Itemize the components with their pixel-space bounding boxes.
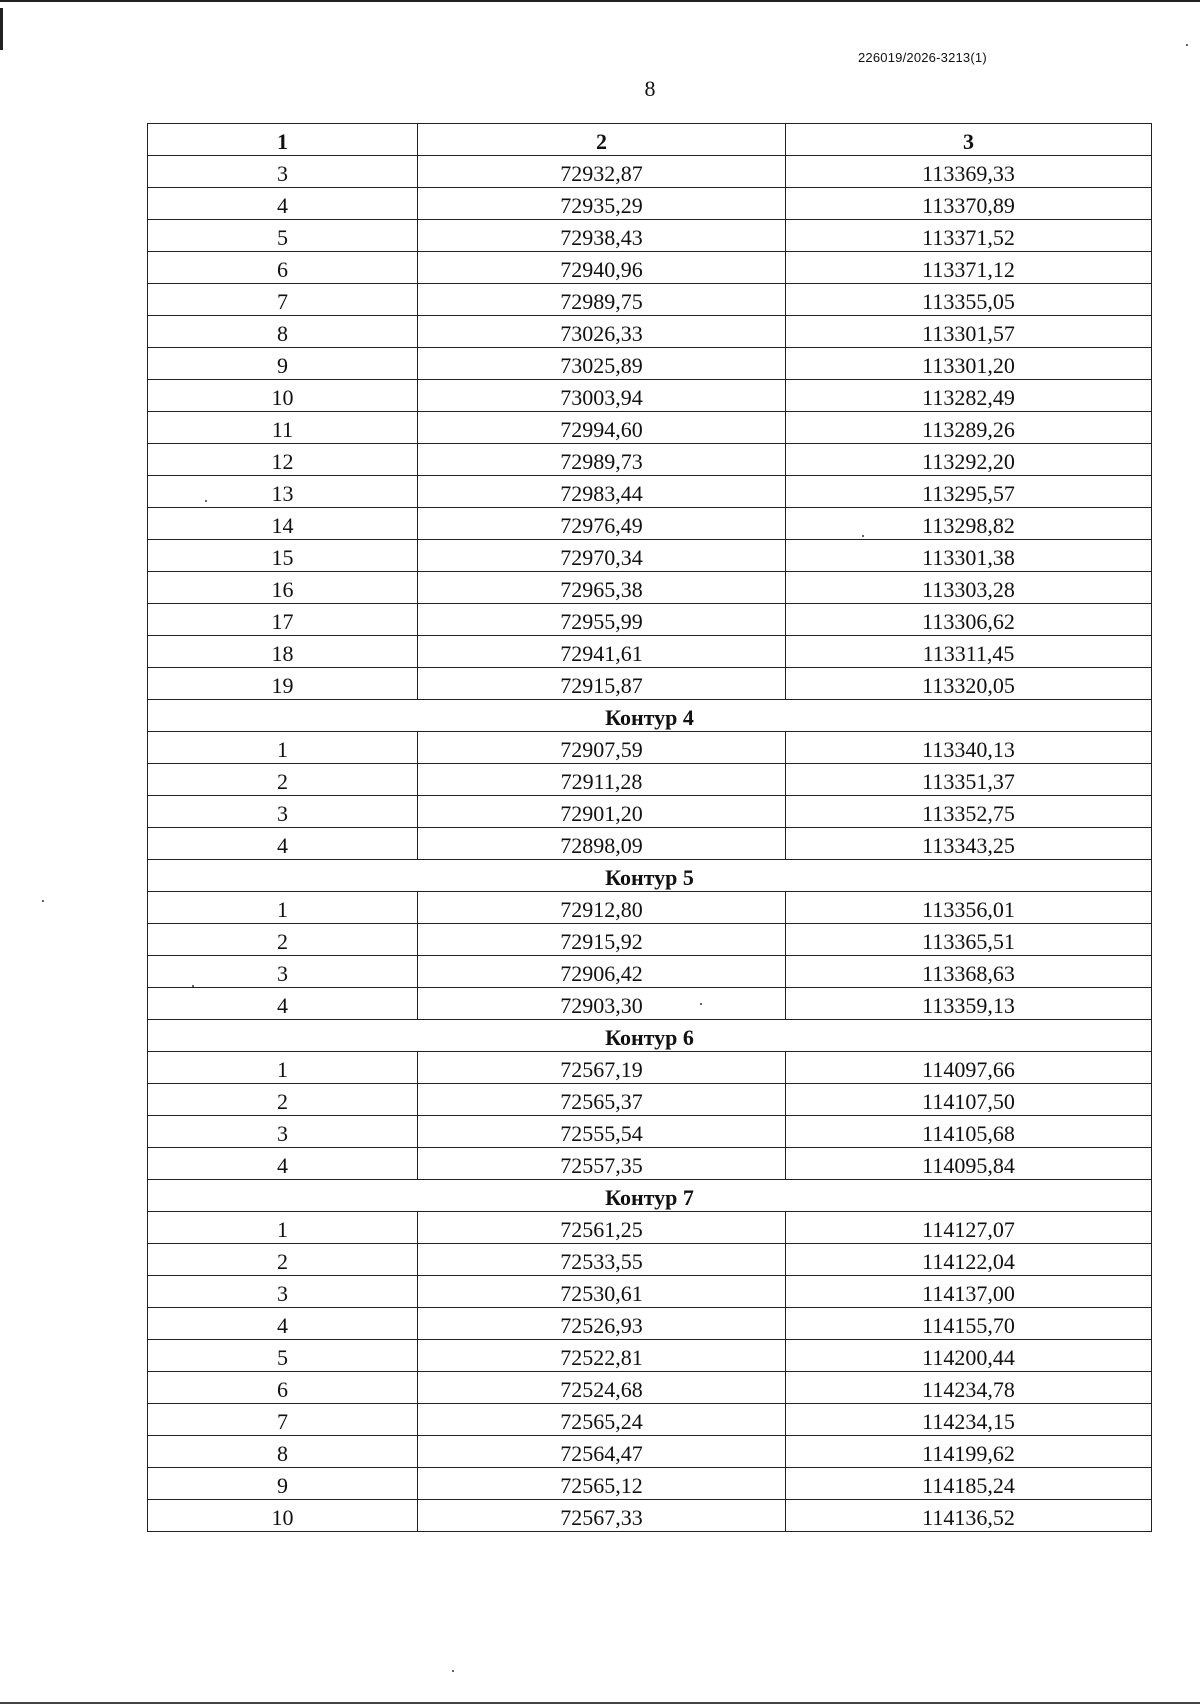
scan-speck — [42, 900, 44, 902]
coordinate-y-cell: 113295,57 — [786, 476, 1152, 508]
coordinate-x-cell: 72901,20 — [418, 796, 786, 828]
coordinate-y-cell: 114097,66 — [786, 1052, 1152, 1084]
coordinate-y-cell: 113303,28 — [786, 572, 1152, 604]
header-cell-2: 2 — [418, 124, 786, 156]
coordinate-y-cell: 113359,13 — [786, 988, 1152, 1020]
coordinate-y-cell: 114234,78 — [786, 1372, 1152, 1404]
point-number-cell: 1 — [148, 1212, 418, 1244]
coordinate-x-cell: 72533,55 — [418, 1244, 786, 1276]
coordinate-y-cell: 114200,44 — [786, 1340, 1152, 1372]
coordinate-x-cell: 72557,35 — [418, 1148, 786, 1180]
point-number-cell: 1 — [148, 732, 418, 764]
table-row — [148, 988, 1152, 1020]
point-number-cell: 1 — [148, 1052, 418, 1084]
coordinate-y-cell: 113340,13 — [786, 732, 1152, 764]
contour-heading-row — [148, 1020, 1152, 1052]
table-row — [148, 1276, 1152, 1308]
scan-edge-left — [0, 8, 3, 50]
coordinate-x-cell: 73026,33 — [418, 316, 786, 348]
coordinate-y-cell: 113320,05 — [786, 668, 1152, 700]
point-number-cell: 4 — [148, 1148, 418, 1180]
point-number-cell: 3 — [148, 1116, 418, 1148]
coordinates-table-body — [148, 124, 1152, 1532]
coordinate-x-cell: 72989,75 — [418, 284, 786, 316]
table-row — [148, 1148, 1152, 1180]
table-row — [148, 412, 1152, 444]
coordinate-y-cell: 113301,20 — [786, 348, 1152, 380]
coordinate-x-cell: 72976,49 — [418, 508, 786, 540]
coordinate-x-cell: 72994,60 — [418, 412, 786, 444]
scan-speck — [205, 500, 207, 502]
point-number-cell: 5 — [148, 220, 418, 252]
coordinate-y-cell: 114095,84 — [786, 1148, 1152, 1180]
coordinate-y-cell: 113292,20 — [786, 444, 1152, 476]
contour-heading-row — [148, 860, 1152, 892]
scan-edge-bottom — [0, 1702, 1200, 1704]
coordinate-y-cell: 113301,57 — [786, 316, 1152, 348]
coordinate-x-cell: 72935,29 — [418, 188, 786, 220]
coordinate-y-cell: 113370,89 — [786, 188, 1152, 220]
table-row — [148, 572, 1152, 604]
point-number-cell: 17 — [148, 604, 418, 636]
coordinate-x-cell: 72907,59 — [418, 732, 786, 764]
coordinate-y-cell: 114137,00 — [786, 1276, 1152, 1308]
table-row — [148, 1340, 1152, 1372]
table-row — [148, 1372, 1152, 1404]
coordinate-y-cell: 113282,49 — [786, 380, 1152, 412]
table-row — [148, 1404, 1152, 1436]
coordinate-y-cell: 113371,12 — [786, 252, 1152, 284]
coordinate-x-cell: 72524,68 — [418, 1372, 786, 1404]
coordinate-y-cell: 114234,15 — [786, 1404, 1152, 1436]
table-row — [148, 348, 1152, 380]
scan-speck — [192, 985, 194, 987]
contour-heading-row — [148, 700, 1152, 732]
point-number-cell: 6 — [148, 252, 418, 284]
scan-speck — [700, 1003, 702, 1005]
contour-heading-row — [148, 1180, 1152, 1212]
point-number-cell: 2 — [148, 1084, 418, 1116]
coordinate-x-cell: 73025,89 — [418, 348, 786, 380]
table-row — [148, 284, 1152, 316]
coordinate-y-cell: 113356,01 — [786, 892, 1152, 924]
point-number-cell: 16 — [148, 572, 418, 604]
coordinate-x-cell: 72989,73 — [418, 444, 786, 476]
page-number: 8 — [644, 76, 656, 101]
coordinate-y-cell: 114107,50 — [786, 1084, 1152, 1116]
table-row — [148, 796, 1152, 828]
table-row — [148, 892, 1152, 924]
table-row — [148, 156, 1152, 188]
table-row — [148, 1308, 1152, 1340]
table-row — [148, 1084, 1152, 1116]
point-number-cell: 5 — [148, 1340, 418, 1372]
point-number-cell: 4 — [148, 988, 418, 1020]
point-number-cell: 15 — [148, 540, 418, 572]
point-number-cell: 2 — [148, 924, 418, 956]
coordinate-y-cell: 113311,45 — [786, 636, 1152, 668]
coordinate-x-cell: 72898,09 — [418, 828, 786, 860]
table-row — [148, 508, 1152, 540]
coordinate-x-cell: 72912,80 — [418, 892, 786, 924]
header-cell-1: 1 — [148, 124, 418, 156]
table-row — [148, 636, 1152, 668]
point-number-cell: 2 — [148, 764, 418, 796]
document-number: 226019/2026-3213(1) — [858, 50, 987, 65]
point-number-cell: 9 — [148, 1468, 418, 1500]
coordinate-x-cell: 72906,42 — [418, 956, 786, 988]
coordinate-y-cell: 113289,26 — [786, 412, 1152, 444]
coordinate-y-cell: 113355,05 — [786, 284, 1152, 316]
point-number-cell: 3 — [148, 956, 418, 988]
point-number-cell: 6 — [148, 1372, 418, 1404]
coordinate-x-cell: 72565,37 — [418, 1084, 786, 1116]
scan-speck — [452, 1670, 454, 1672]
coordinate-x-cell: 72915,87 — [418, 668, 786, 700]
point-number-cell: 7 — [148, 284, 418, 316]
table-row — [148, 444, 1152, 476]
table-row — [148, 380, 1152, 412]
coordinate-x-cell: 72965,38 — [418, 572, 786, 604]
table-row — [148, 828, 1152, 860]
table-row — [148, 316, 1152, 348]
coordinate-x-cell: 72983,44 — [418, 476, 786, 508]
point-number-cell: 1 — [148, 892, 418, 924]
header-row — [148, 124, 1152, 156]
coordinate-y-cell: 113368,63 — [786, 956, 1152, 988]
coordinate-x-cell: 72955,99 — [418, 604, 786, 636]
table-row — [148, 1212, 1152, 1244]
table-row — [148, 476, 1152, 508]
coordinate-x-cell: 72555,54 — [418, 1116, 786, 1148]
header-cell-3: 3 — [786, 124, 1152, 156]
coordinate-x-cell: 72940,96 — [418, 252, 786, 284]
contour-heading: Контур 7 — [148, 1180, 1152, 1212]
coordinate-x-cell: 72530,61 — [418, 1276, 786, 1308]
coordinate-x-cell: 72932,87 — [418, 156, 786, 188]
coordinate-x-cell: 72915,92 — [418, 924, 786, 956]
scan-speck — [862, 535, 864, 537]
coordinate-y-cell: 114122,04 — [786, 1244, 1152, 1276]
contour-heading: Контур 4 — [148, 700, 1152, 732]
table-row — [148, 732, 1152, 764]
point-number-cell: 3 — [148, 1276, 418, 1308]
coordinate-x-cell: 72522,81 — [418, 1340, 786, 1372]
point-number-cell: 11 — [148, 412, 418, 444]
coordinate-x-cell: 72561,25 — [418, 1212, 786, 1244]
coordinate-x-cell: 73003,94 — [418, 380, 786, 412]
table-row — [148, 956, 1152, 988]
coordinate-y-cell: 113352,75 — [786, 796, 1152, 828]
table-row — [148, 764, 1152, 796]
coordinate-y-cell: 114155,70 — [786, 1308, 1152, 1340]
coordinate-x-cell: 72564,47 — [418, 1436, 786, 1468]
coordinate-y-cell: 114136,52 — [786, 1500, 1152, 1532]
point-number-cell: 2 — [148, 1244, 418, 1276]
table-row — [148, 1244, 1152, 1276]
table-row — [148, 668, 1152, 700]
point-number-cell: 12 — [148, 444, 418, 476]
coordinate-x-cell: 72567,19 — [418, 1052, 786, 1084]
coordinate-x-cell: 72567,33 — [418, 1500, 786, 1532]
coordinate-x-cell: 72565,12 — [418, 1468, 786, 1500]
point-number-cell: 4 — [148, 188, 418, 220]
table-row — [148, 1468, 1152, 1500]
coordinate-x-cell: 72941,61 — [418, 636, 786, 668]
coordinate-y-cell: 114185,24 — [786, 1468, 1152, 1500]
point-number-cell: 14 — [148, 508, 418, 540]
coordinate-y-cell: 113369,33 — [786, 156, 1152, 188]
contour-heading: Контур 5 — [148, 860, 1152, 892]
contour-heading: Контур 6 — [148, 1020, 1152, 1052]
table-row — [148, 924, 1152, 956]
table-row — [148, 188, 1152, 220]
point-number-cell: 3 — [148, 156, 418, 188]
coordinates-table — [147, 123, 1152, 1532]
table-row — [148, 220, 1152, 252]
table-row — [148, 604, 1152, 636]
point-number-cell: 7 — [148, 1404, 418, 1436]
coordinate-x-cell: 72565,24 — [418, 1404, 786, 1436]
coordinate-x-cell: 72903,30 — [418, 988, 786, 1020]
table-row — [148, 252, 1152, 284]
point-number-cell: 3 — [148, 796, 418, 828]
point-number-cell: 13 — [148, 476, 418, 508]
coordinate-x-cell: 72526,93 — [418, 1308, 786, 1340]
point-number-cell: 10 — [148, 1500, 418, 1532]
coordinate-y-cell: 114199,62 — [786, 1436, 1152, 1468]
coordinate-y-cell: 113371,52 — [786, 220, 1152, 252]
coordinates-table-container — [147, 123, 1151, 1532]
point-number-cell: 10 — [148, 380, 418, 412]
coordinate-x-cell: 72938,43 — [418, 220, 786, 252]
coordinate-y-cell: 113351,37 — [786, 764, 1152, 796]
table-row — [148, 1116, 1152, 1148]
table-row — [148, 540, 1152, 572]
coordinate-y-cell: 113298,82 — [786, 508, 1152, 540]
coordinate-y-cell: 113306,62 — [786, 604, 1152, 636]
coordinate-y-cell: 113343,25 — [786, 828, 1152, 860]
table-row — [148, 1052, 1152, 1084]
coordinate-y-cell: 114127,07 — [786, 1212, 1152, 1244]
point-number-cell: 8 — [148, 1436, 418, 1468]
table-row — [148, 1436, 1152, 1468]
point-number-cell: 8 — [148, 316, 418, 348]
point-number-cell: 19 — [148, 668, 418, 700]
point-number-cell: 4 — [148, 828, 418, 860]
point-number-cell: 9 — [148, 348, 418, 380]
coordinate-y-cell: 113365,51 — [786, 924, 1152, 956]
point-number-cell: 4 — [148, 1308, 418, 1340]
scan-speck — [1186, 44, 1188, 46]
coordinate-x-cell: 72970,34 — [418, 540, 786, 572]
point-number-cell: 18 — [148, 636, 418, 668]
coordinate-x-cell: 72911,28 — [418, 764, 786, 796]
coordinate-y-cell: 114105,68 — [786, 1116, 1152, 1148]
scan-edge-top — [0, 0, 1200, 2]
coordinate-y-cell: 113301,38 — [786, 540, 1152, 572]
table-row — [148, 1500, 1152, 1532]
